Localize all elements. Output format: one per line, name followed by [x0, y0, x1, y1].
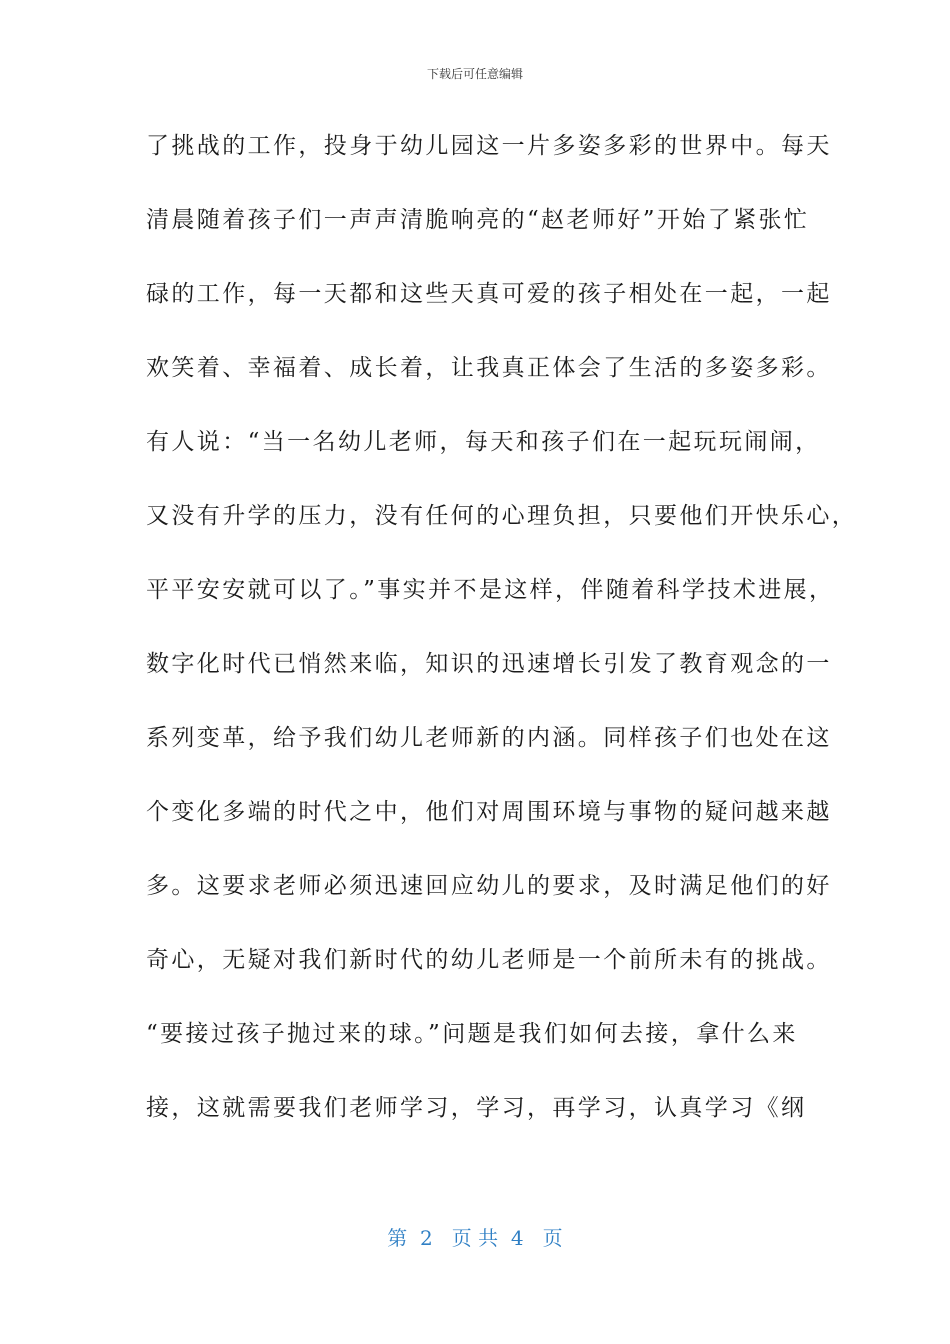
- paragraph-line: 有人说：“当一名幼儿老师，每天和孩子们在一起玩玩闹闹，: [146, 429, 821, 455]
- paragraph-line: 接，这就需要我们老师学习，学习，再学习，认真学习《纲: [146, 1095, 807, 1121]
- paragraph-line: “要接过孩子抛过来的球。”问题是我们如何去接，拿什么来: [146, 1021, 798, 1047]
- page-header: 下载后可任意编辑: [426, 67, 523, 81]
- paragraph-line: 数字化时代已悄然来临，知识的迅速增长引发了教育观念的一: [146, 651, 832, 677]
- paragraph-line: 平平安安就可以了。”事实并不是这样，伴随着科学技术进展，: [146, 577, 835, 603]
- page-number-footer: 第 2 页 共 4 页: [387, 1226, 563, 1250]
- paragraph-line: 个变化多端的时代之中，他们对周围环境与事物的疑问越来越: [146, 799, 832, 825]
- paragraph-line: 碌的工作，每一天都和这些天真可爱的孩子相处在一起，一起: [146, 281, 832, 307]
- paragraph-line: 了挑战的工作，投身于幼儿园这一片多姿多彩的世界中。每天: [146, 133, 832, 159]
- paragraph-line: 又没有升学的压力，没有任何的心理负担，只要他们开快乐心，: [146, 503, 858, 529]
- paragraph-line: 多。这要求老师必须迅速回应幼儿的要求，及时满足他们的好: [146, 873, 832, 899]
- paragraph-line: 欢笑着、幸福着、成长着，让我真正体会了生活的多姿多彩。: [146, 355, 832, 381]
- paragraph-line: 系列变革，给予我们幼儿老师新的内涵。同样孩子们也处在这: [146, 725, 832, 751]
- document-body: [146, 126, 858, 1162]
- paragraph-line: 奇心，无疑对我们新时代的幼儿老师是一个前所未有的挑战。: [146, 947, 832, 973]
- paragraph-line: 清晨随着孩子们一声声清脆响亮的“赵老师好”开始了紧张忙: [146, 207, 810, 233]
